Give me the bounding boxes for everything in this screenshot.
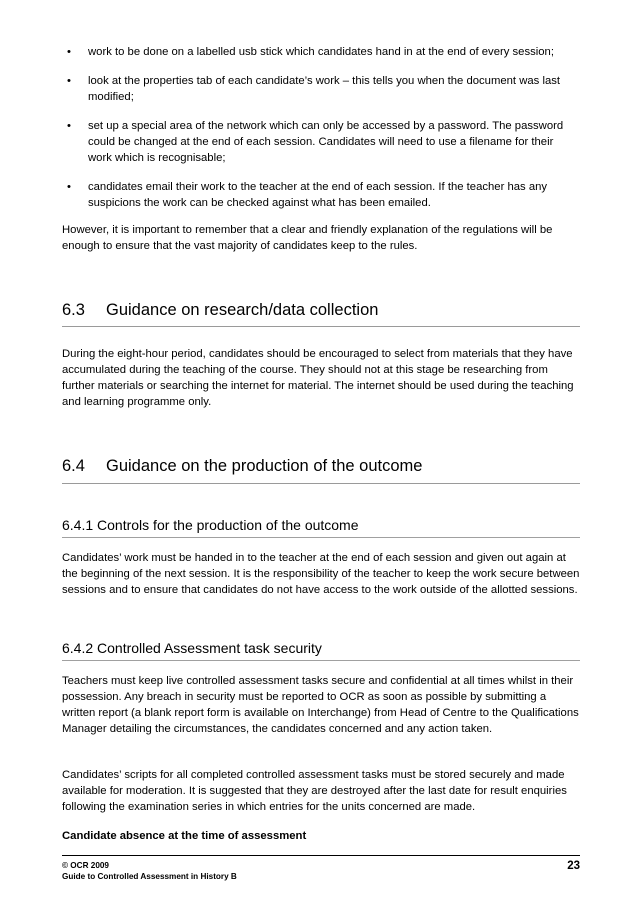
subsection-title: 6.4.1 Controls for the production of the outcome	[62, 517, 359, 533]
intro-paragraph: However, it is important to remember that a clear and friendly explanation of the regulations will be enough to ensure that the vast majority of candidates keep to the rules.	[62, 224, 553, 252]
section-6-3-body	[62, 346, 580, 410]
subsection-heading-6-4-2	[62, 639, 580, 657]
intro-paragraph-block	[62, 222, 580, 254]
list-item	[62, 179, 580, 211]
subsection-title: 6.4.2 Controlled Assessment task security	[62, 640, 322, 656]
list-item	[62, 118, 580, 166]
section-6-4-1-body	[62, 550, 580, 598]
section-title: Guidance on research/data collection	[106, 301, 379, 319]
page-number: 23	[567, 860, 580, 872]
section-paragraph: During the eight-hour period, candidates should be encouraged to select from materials that they have accumulated during the teaching of the course. They should not at this stage be researching from further materials or searching the internet for material. The internet should be used during the teaching and learning programme only.	[62, 348, 574, 408]
bold-subheading: Candidate absence at the time of assessment	[62, 830, 307, 842]
heading-rule	[62, 483, 580, 484]
section-number: 6.4	[62, 457, 85, 475]
bullet-icon: •	[67, 120, 71, 132]
subheading-rule	[62, 537, 580, 538]
bullet-text: look at the properties tab of each candidate’s work – this tells you when the document was last modified;	[88, 75, 561, 103]
bullet-icon: •	[67, 75, 71, 87]
section-6-4-2-body-2	[62, 767, 580, 815]
footer	[62, 860, 580, 882]
list-item	[62, 73, 580, 105]
bullet-icon: •	[67, 181, 71, 193]
section-heading-6-4	[62, 456, 580, 476]
section-title: Guidance on the production of the outcome	[106, 457, 423, 475]
section-6-4-2-body-1	[62, 673, 580, 737]
footer-copyright: © OCR 2009	[62, 861, 109, 870]
list-item	[62, 44, 580, 60]
footer-guide-title: Guide to Controlled Assessment in History B	[62, 872, 237, 881]
bullet-list	[62, 44, 580, 224]
bullet-text: work to be done on a labelled usb stick which candidates hand in at the end of every session;	[88, 46, 554, 58]
subsection-heading-6-4-1	[62, 516, 580, 534]
footer-rule	[62, 855, 580, 856]
bullet-text: candidates email their work to the teacher at the end of each session. If the teacher has any suspicions the work can be checked against what has been emailed.	[88, 181, 548, 209]
section-heading-6-3	[62, 300, 580, 320]
section-paragraph: Candidates’ work must be handed in to the teacher at the end of each session and given out again at the beginning of the next session. It is the responsibility of the teacher to keep the work secure between sessions and to ensure that candidates do not have access to the work outside of the allotted sessions.	[62, 552, 580, 596]
section-number: 6.3	[62, 301, 85, 319]
bullet-icon: •	[67, 46, 71, 58]
heading-rule	[62, 326, 580, 327]
absence-subheading-block	[62, 828, 580, 844]
section-paragraph: Candidates’ scripts for all completed controlled assessment tasks must be stored securely and made available for moderation. It is suggested that they are destroyed after the last date for result enquiries following the examination series in which entries for the units concerned are made.	[62, 769, 567, 813]
section-paragraph: Teachers must keep live controlled assessment tasks secure and confidential at all times whilst in their possession. Any breach in security must be reported to OCR as soon as possible by submitting a written report (a blank report form is available on Interchange) from Head of Centre to the Qualifications Manager detailing the circumstances, the candidates concerned and any action taken.	[62, 675, 579, 735]
subheading-rule	[62, 660, 580, 661]
bullet-text: set up a special area of the network which can only be accessed by a password. The password could be changed at the end of each session. Candidates will need to use a filename for their work which is recognisable;	[88, 120, 564, 164]
